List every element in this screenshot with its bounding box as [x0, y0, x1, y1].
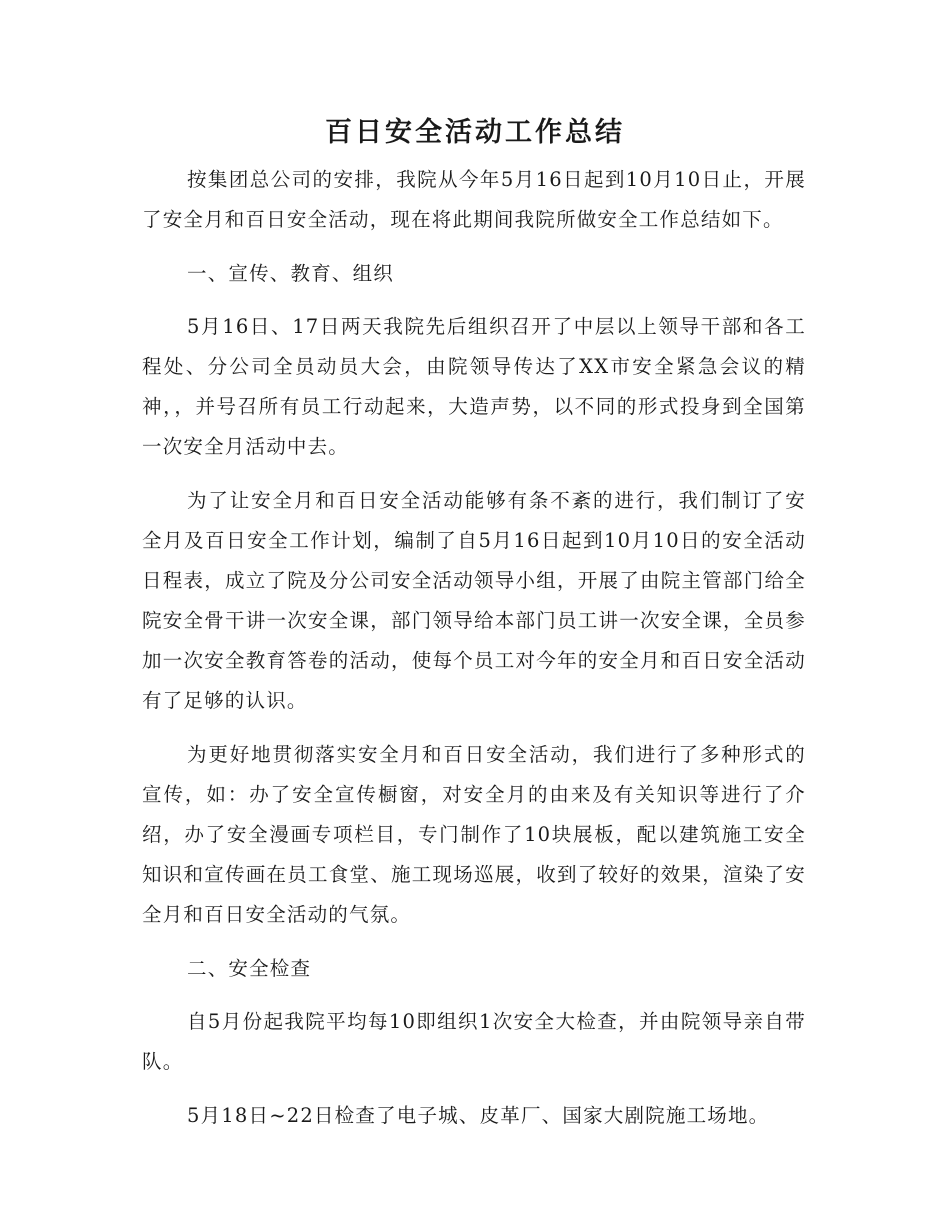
document-title: 百日安全活动工作总结: [325, 117, 625, 148]
body-paragraph: 按集团总公司的安排，我院从今年5月16日起到10月10日止，开展了安全月和百日安全活动，现在将此期间我院所做安全工作总结如下。: [142, 168, 806, 231]
body-paragraph: 为了让安全月和百日安全活动能够有条不紊的进行，我们制订了安全月及百日安全工作计划，编制了自5月16日起到10月10日的安全活动日程表，成立了院及分公司安全活动领导小组，开展了由院主管部门给全院安全骨干讲一次安全课，部门领导给本部门员工讲一次安全课，全员参加一次安全教育答卷的活动，使每个员工对今年的安全月和百日安全活动有了足够的认识。: [142, 489, 806, 712]
body-paragraph: 5月18日~22日检查了电子城、皮革厂、国家大剧院施工场地。: [187, 1104, 770, 1127]
body-paragraph: 5月16日、17日两天我院先后组织召开了中层以上领导干部和各工程处、分公司全员动员大会，由院领导传达了XX市安全紧急会议的精神，，并号召所有员工行动起来，大造声势，以不同的形式投身到全国第一次安全月活动中去。: [142, 315, 806, 458]
body-paragraph: 为更好地贯彻落实安全月和百日安全活动，我们进行了多种形式的宣传，如：办了安全宣传橱窗，对安全月的由来及有关知识等进行了介绍，办了安全漫画专项栏目，专门制作了10块展板，配以建筑施工安全知识和宣传画在员工食堂、施工现场巡展，收到了较好的效果，渲染了安全月和百日安全活动的气氛。: [142, 743, 806, 926]
document-body: [142, 160, 806, 1150]
body-paragraph: 自5月份起我院平均每10即组织1次安全大检查，并由院领导亲自带队。: [142, 1010, 806, 1073]
section-heading: 二、安全检查: [187, 957, 312, 980]
section-heading: 一、宣传、教育、组织: [187, 262, 395, 285]
